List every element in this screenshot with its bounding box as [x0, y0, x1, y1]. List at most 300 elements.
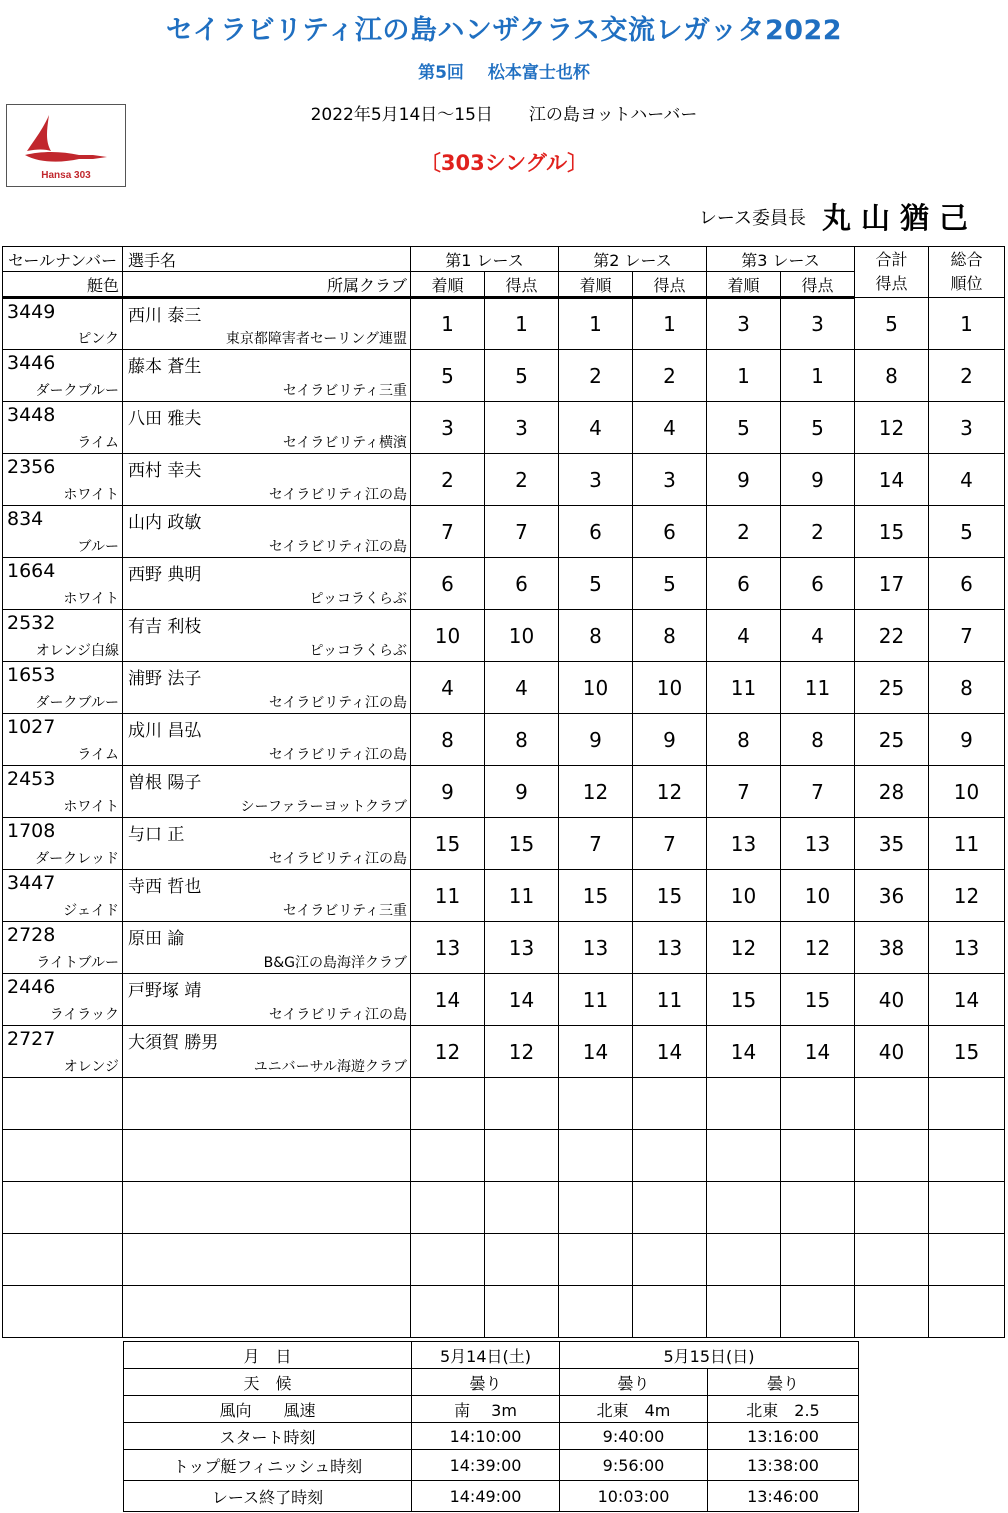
- sailor-club: セイラビリティ江の島: [268, 539, 407, 555]
- race2-points: 12: [633, 766, 707, 818]
- sailor-name: 原田 諭: [128, 929, 185, 949]
- empty-cell: [633, 1182, 707, 1234]
- sailor-cell: [123, 350, 411, 402]
- race1-finish: 3: [411, 402, 485, 454]
- class-name: 〔303シングル〕: [419, 151, 589, 175]
- empty-cell: [781, 1286, 855, 1338]
- empty-cell: [123, 1234, 411, 1286]
- weather-end: 10:03:00: [560, 1481, 708, 1512]
- weather-wind: 北東 4m: [560, 1396, 708, 1423]
- result-row: [3, 870, 1005, 922]
- race3-finish: 1: [707, 350, 781, 402]
- empty-cell: [781, 1078, 855, 1130]
- race3-points: 10: [781, 870, 855, 922]
- header-points: 得点: [633, 272, 707, 298]
- sail-cell: [3, 922, 123, 974]
- logo-text: Hansa 303: [41, 170, 91, 181]
- race2-finish: 2: [559, 350, 633, 402]
- race2-finish: 11: [559, 974, 633, 1026]
- sailor-club: ピッコラくらぶ: [309, 591, 407, 607]
- result-row: [3, 974, 1005, 1026]
- empty-cell: [3, 1286, 123, 1338]
- empty-cell: [485, 1078, 559, 1130]
- race3-finish: 9: [707, 454, 781, 506]
- boat-color: オレンジ白線: [35, 643, 119, 659]
- header-finish: 着順: [411, 272, 485, 298]
- weather-end: 14:49:00: [412, 1481, 560, 1512]
- race1-finish: 7: [411, 506, 485, 558]
- empty-cell: [411, 1130, 485, 1182]
- race2-finish: 13: [559, 922, 633, 974]
- sailor-name: 戸野塚 靖: [128, 981, 202, 1001]
- empty-row: [3, 1182, 1005, 1234]
- sail-cell: [3, 558, 123, 610]
- empty-row: [3, 1234, 1005, 1286]
- sailor-name: 成川 昌弘: [128, 721, 202, 741]
- sail-number: 1027: [7, 716, 56, 738]
- race3-finish: 12: [707, 922, 781, 974]
- empty-row: [3, 1078, 1005, 1130]
- empty-cell: [781, 1234, 855, 1286]
- total-points: 40: [855, 974, 929, 1026]
- race1-points: 7: [485, 506, 559, 558]
- sailor-club: セイラビリティ三重: [282, 383, 407, 399]
- race1-points: 5: [485, 350, 559, 402]
- race1-finish: 9: [411, 766, 485, 818]
- sail-number: 3449: [7, 301, 56, 323]
- empty-cell: [707, 1234, 781, 1286]
- empty-cell: [3, 1234, 123, 1286]
- sail-cell: [3, 974, 123, 1026]
- header-points: 得点: [781, 272, 855, 298]
- weather-header-end: レース終了時刻: [124, 1481, 412, 1512]
- race2-finish: 7: [559, 818, 633, 870]
- weather-wind: 南 3m: [412, 1396, 560, 1423]
- boat-color: ダークブルー: [35, 695, 119, 711]
- sailor-name: 山内 政敏: [128, 513, 202, 533]
- sail-number: 2532: [7, 612, 56, 634]
- total-points: 17: [855, 558, 929, 610]
- weather-header-condition: 天 候: [124, 1369, 412, 1396]
- boat-color: ダークブルー: [35, 383, 119, 399]
- sailor-name: 西村 幸夫: [128, 461, 202, 481]
- sailor-name: 八田 雅夫: [128, 409, 202, 429]
- boat-color: ホワイト: [63, 591, 119, 607]
- sail-number: 834: [7, 508, 44, 530]
- sailor-club: セイラビリティ横濱: [282, 435, 407, 451]
- race3-points: 11: [781, 662, 855, 714]
- empty-cell: [855, 1234, 929, 1286]
- race2-finish: 4: [559, 402, 633, 454]
- sailor-name: 曽根 陽子: [128, 773, 202, 793]
- empty-cell: [411, 1078, 485, 1130]
- sailor-name: 有吉 利枝: [128, 617, 202, 637]
- race2-points: 15: [633, 870, 707, 922]
- sail-number: 2453: [7, 768, 56, 790]
- sail-cell: [3, 402, 123, 454]
- overall-rank: 13: [929, 922, 1005, 974]
- weather-header-top-finish: トップ艇フィニッシュ時刻: [124, 1450, 412, 1481]
- race3-points: 14: [781, 1026, 855, 1078]
- boat-color: ライム: [77, 747, 119, 763]
- race1-points: 14: [485, 974, 559, 1026]
- race2-finish: 10: [559, 662, 633, 714]
- sail-number: 2446: [7, 976, 56, 998]
- result-row: [3, 610, 1005, 662]
- overall-rank: 4: [929, 454, 1005, 506]
- race3-points: 15: [781, 974, 855, 1026]
- header-total-line2: 得点: [875, 274, 908, 293]
- sail-cell: [3, 506, 123, 558]
- race1-points: 4: [485, 662, 559, 714]
- hansa-logo: [6, 104, 126, 187]
- empty-cell: [559, 1078, 633, 1130]
- sail-cell: [3, 818, 123, 870]
- race1-points: 13: [485, 922, 559, 974]
- empty-cell: [855, 1130, 929, 1182]
- race2-finish: 3: [559, 454, 633, 506]
- race1-points: 9: [485, 766, 559, 818]
- boat-color: ライム: [77, 435, 119, 451]
- sail-number: 2356: [7, 456, 56, 478]
- race3-finish: 6: [707, 558, 781, 610]
- result-row: [3, 818, 1005, 870]
- race1-points: 10: [485, 610, 559, 662]
- race1-finish: 2: [411, 454, 485, 506]
- race1-points: 8: [485, 714, 559, 766]
- sailor-club: B&G江の島海洋クラブ: [263, 955, 407, 971]
- total-points: 36: [855, 870, 929, 922]
- committee-signature: 丸山猶己: [821, 201, 978, 235]
- total-points: 25: [855, 662, 929, 714]
- race1-points: 6: [485, 558, 559, 610]
- weather-table: [123, 1341, 859, 1512]
- total-points: 5: [855, 298, 929, 350]
- sail-cell: [3, 870, 123, 922]
- sailor-cell: [123, 714, 411, 766]
- empty-cell: [929, 1078, 1005, 1130]
- result-row: [3, 766, 1005, 818]
- race3-finish: 5: [707, 402, 781, 454]
- sail-cell: [3, 714, 123, 766]
- race2-finish: 14: [559, 1026, 633, 1078]
- race3-points: 4: [781, 610, 855, 662]
- weather-header-date: 月 日: [124, 1342, 412, 1369]
- overall-rank: 2: [929, 350, 1005, 402]
- header-race-3: 第3 レース: [707, 247, 855, 272]
- sail-cell: [3, 662, 123, 714]
- weather-condition: 曇り: [560, 1369, 708, 1396]
- empty-cell: [559, 1286, 633, 1338]
- race2-points: 9: [633, 714, 707, 766]
- weather-condition: 曇り: [412, 1369, 560, 1396]
- race3-points: 2: [781, 506, 855, 558]
- weather-header-start: スタート時刻: [124, 1423, 412, 1450]
- sailor-club: セイラビリティ江の島: [268, 747, 407, 763]
- result-row: [3, 506, 1005, 558]
- sailor-club: セイラビリティ三重: [282, 903, 407, 919]
- overall-rank: 11: [929, 818, 1005, 870]
- empty-cell: [855, 1286, 929, 1338]
- result-row: [3, 350, 1005, 402]
- empty-cell: [855, 1078, 929, 1130]
- sail-number: 1708: [7, 820, 56, 842]
- race3-finish: 10: [707, 870, 781, 922]
- race1-points: 15: [485, 818, 559, 870]
- empty-cell: [633, 1234, 707, 1286]
- total-points: 15: [855, 506, 929, 558]
- race2-points: 8: [633, 610, 707, 662]
- sailor-cell: [123, 402, 411, 454]
- boat-color: ライトブルー: [36, 955, 119, 971]
- result-row: [3, 454, 1005, 506]
- sail-number: 1653: [7, 664, 56, 686]
- header-rank-line2: 順位: [950, 274, 983, 293]
- weather-end: 13:46:00: [708, 1481, 859, 1512]
- result-row: [3, 662, 1005, 714]
- sail-cell: [3, 298, 123, 350]
- boat-color: ホワイト: [63, 799, 119, 815]
- empty-row: [3, 1130, 1005, 1182]
- empty-cell: [123, 1286, 411, 1338]
- boat-color: オレンジ: [63, 1059, 119, 1075]
- race1-finish: 4: [411, 662, 485, 714]
- overall-rank: 14: [929, 974, 1005, 1026]
- race1-finish: 5: [411, 350, 485, 402]
- header-total: [855, 247, 929, 298]
- header-rank-line1: 総合: [950, 250, 983, 269]
- result-row: [3, 298, 1005, 350]
- sail-number: 2728: [7, 924, 56, 946]
- sailor-name: 西川 泰三: [128, 306, 202, 326]
- event-venue: 江の島ヨットハーバー: [528, 105, 698, 125]
- empty-cell: [411, 1286, 485, 1338]
- race2-finish: 5: [559, 558, 633, 610]
- race1-points: 1: [485, 298, 559, 350]
- weather-day1: 5月14日(土): [412, 1342, 560, 1369]
- race3-points: 12: [781, 922, 855, 974]
- header-race-2: 第2 レース: [559, 247, 707, 272]
- race2-points: 13: [633, 922, 707, 974]
- empty-cell: [929, 1286, 1005, 1338]
- race3-points: 6: [781, 558, 855, 610]
- boat-color: ホワイト: [63, 487, 119, 503]
- sail-number: 1664: [7, 560, 56, 582]
- empty-cell: [781, 1182, 855, 1234]
- total-points: 14: [855, 454, 929, 506]
- empty-cell: [855, 1182, 929, 1234]
- sailor-name: 与口 正: [128, 825, 185, 845]
- empty-cell: [3, 1078, 123, 1130]
- total-points: 8: [855, 350, 929, 402]
- overall-rank: 9: [929, 714, 1005, 766]
- crane-icon: [21, 111, 113, 169]
- race1-finish: 12: [411, 1026, 485, 1078]
- sail-number: 2727: [7, 1028, 56, 1050]
- overall-rank: 6: [929, 558, 1005, 610]
- sail-number: 3448: [7, 404, 56, 426]
- result-row: [3, 1026, 1005, 1078]
- race2-points: 2: [633, 350, 707, 402]
- empty-row: [3, 1286, 1005, 1338]
- empty-cell: [123, 1130, 411, 1182]
- race1-finish: 1: [411, 298, 485, 350]
- sailor-cell: [123, 662, 411, 714]
- weather-start: 14:10:00: [412, 1423, 560, 1450]
- race2-finish: 12: [559, 766, 633, 818]
- overall-rank: 15: [929, 1026, 1005, 1078]
- sailor-cell: [123, 766, 411, 818]
- race2-points: 3: [633, 454, 707, 506]
- race1-finish: 8: [411, 714, 485, 766]
- empty-cell: [929, 1130, 1005, 1182]
- empty-cell: [633, 1130, 707, 1182]
- race3-finish: 8: [707, 714, 781, 766]
- race2-points: 6: [633, 506, 707, 558]
- empty-cell: [559, 1130, 633, 1182]
- weather-top-finish: 13:38:00: [708, 1450, 859, 1481]
- overall-rank: 7: [929, 610, 1005, 662]
- empty-cell: [707, 1130, 781, 1182]
- sailor-cell: [123, 922, 411, 974]
- race3-points: 8: [781, 714, 855, 766]
- sail-cell: [3, 454, 123, 506]
- boat-color: ピンク: [77, 331, 119, 347]
- race3-points: 9: [781, 454, 855, 506]
- total-points: 12: [855, 402, 929, 454]
- empty-cell: [559, 1234, 633, 1286]
- weather-start: 13:16:00: [708, 1423, 859, 1450]
- sailor-club: セイラビリティ江の島: [268, 487, 407, 503]
- total-points: 25: [855, 714, 929, 766]
- empty-cell: [411, 1234, 485, 1286]
- race3-finish: 3: [707, 298, 781, 350]
- event-dates: 2022年5月14日～15日: [310, 105, 493, 125]
- header-rank: [929, 247, 1005, 298]
- empty-cell: [707, 1182, 781, 1234]
- event-dates-venue: [0, 100, 1008, 125]
- results-table: [2, 246, 1005, 1338]
- empty-cell: [123, 1078, 411, 1130]
- race2-finish: 9: [559, 714, 633, 766]
- header-finish: 着順: [707, 272, 781, 298]
- race3-finish: 7: [707, 766, 781, 818]
- header-finish: 着順: [559, 272, 633, 298]
- empty-cell: [707, 1286, 781, 1338]
- race2-finish: 8: [559, 610, 633, 662]
- sailor-name: 大須賀 勝男: [128, 1033, 219, 1053]
- empty-cell: [633, 1286, 707, 1338]
- weather-start: 9:40:00: [560, 1423, 708, 1450]
- race2-points: 14: [633, 1026, 707, 1078]
- race1-finish: 11: [411, 870, 485, 922]
- race3-points: 13: [781, 818, 855, 870]
- race1-finish: 14: [411, 974, 485, 1026]
- race2-finish: 6: [559, 506, 633, 558]
- weather-top-finish: 14:39:00: [412, 1450, 560, 1481]
- race2-points: 7: [633, 818, 707, 870]
- race1-points: 3: [485, 402, 559, 454]
- empty-cell: [3, 1130, 123, 1182]
- boat-color: ライラック: [49, 1007, 119, 1023]
- sailor-cell: [123, 506, 411, 558]
- sail-cell: [3, 766, 123, 818]
- weather-condition: 曇り: [708, 1369, 859, 1396]
- empty-cell: [559, 1182, 633, 1234]
- cup-name: 松本富士也杯: [487, 63, 590, 83]
- race3-finish: 13: [707, 818, 781, 870]
- weather-day2: 5月15日(日): [560, 1342, 859, 1369]
- header-sail-number: セールナンバー: [3, 247, 123, 272]
- result-row: [3, 714, 1005, 766]
- empty-cell: [707, 1078, 781, 1130]
- sail-cell: [3, 610, 123, 662]
- empty-cell: [123, 1182, 411, 1234]
- sailor-cell: [123, 974, 411, 1026]
- race2-points: 1: [633, 298, 707, 350]
- race3-finish: 4: [707, 610, 781, 662]
- sailor-name: 寺西 哲也: [128, 877, 202, 897]
- empty-cell: [929, 1182, 1005, 1234]
- race2-finish: 1: [559, 298, 633, 350]
- header-race-1: 第1 レース: [411, 247, 559, 272]
- race1-points: 11: [485, 870, 559, 922]
- overall-rank: 8: [929, 662, 1005, 714]
- overall-rank: 12: [929, 870, 1005, 922]
- empty-cell: [485, 1182, 559, 1234]
- race2-points: 11: [633, 974, 707, 1026]
- sail-cell: [3, 350, 123, 402]
- race1-points: 12: [485, 1026, 559, 1078]
- race3-finish: 15: [707, 974, 781, 1026]
- empty-cell: [929, 1234, 1005, 1286]
- header-points: 得点: [485, 272, 559, 298]
- sailor-club: ピッコラくらぶ: [309, 643, 407, 659]
- race2-points: 5: [633, 558, 707, 610]
- result-row: [3, 922, 1005, 974]
- overall-rank: 1: [929, 298, 1005, 350]
- sailor-club: シーファラーヨットクラブ: [240, 799, 407, 815]
- empty-cell: [411, 1182, 485, 1234]
- sailor-cell: [123, 870, 411, 922]
- overall-rank: 5: [929, 506, 1005, 558]
- boat-color: ダークレッド: [35, 851, 119, 867]
- total-points: 28: [855, 766, 929, 818]
- weather-top-finish: 9:56:00: [560, 1450, 708, 1481]
- empty-cell: [781, 1130, 855, 1182]
- committee-role: レース委員長: [698, 207, 806, 229]
- sailor-name: 西野 典明: [128, 565, 202, 585]
- empty-cell: [485, 1130, 559, 1182]
- total-points: 35: [855, 818, 929, 870]
- overall-rank: 10: [929, 766, 1005, 818]
- race1-finish: 6: [411, 558, 485, 610]
- boat-color: ジェイド: [63, 903, 119, 919]
- edition-label: 第5回: [418, 63, 464, 83]
- sail-number: 3447: [7, 872, 56, 894]
- overall-rank: 3: [929, 402, 1005, 454]
- race2-points: 4: [633, 402, 707, 454]
- total-points: 38: [855, 922, 929, 974]
- race1-finish: 15: [411, 818, 485, 870]
- sailor-cell: [123, 610, 411, 662]
- race1-finish: 13: [411, 922, 485, 974]
- header-club: 所属クラブ: [123, 272, 411, 298]
- sailor-name: 藤本 蒼生: [128, 357, 202, 377]
- sailor-cell: [123, 454, 411, 506]
- race3-points: 3: [781, 298, 855, 350]
- race2-finish: 15: [559, 870, 633, 922]
